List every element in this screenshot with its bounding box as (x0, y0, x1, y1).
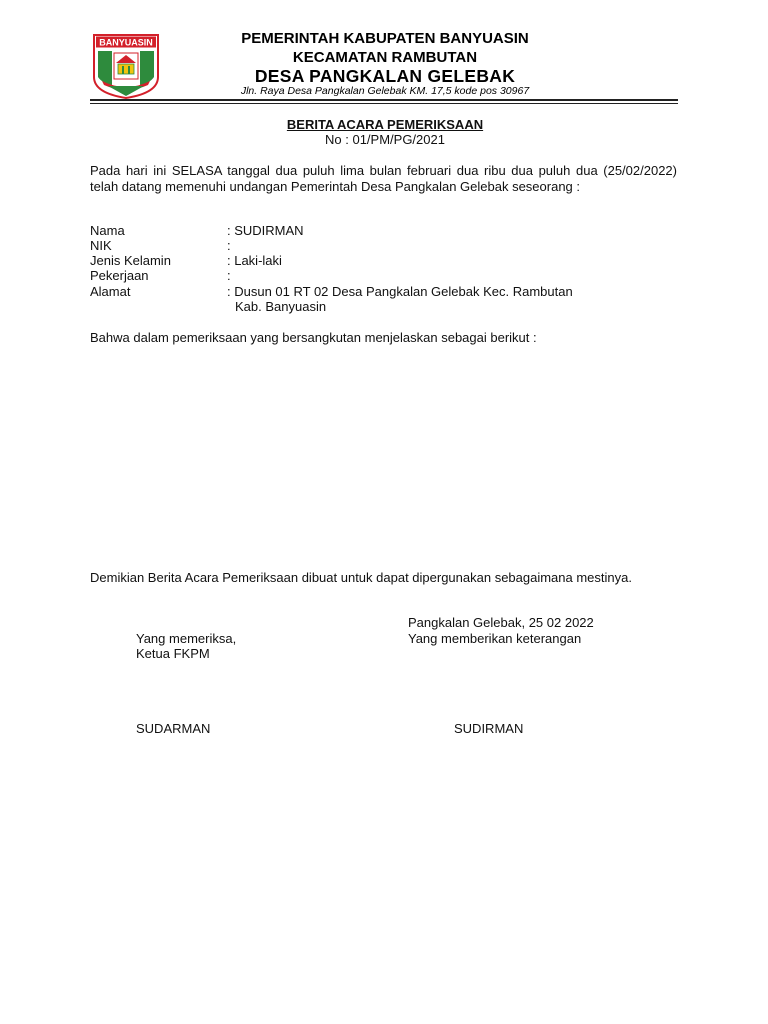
banyuasin-logo (92, 33, 160, 99)
examiner-name: SUDARMAN (136, 721, 211, 736)
field-label-nik: NIK (90, 238, 112, 253)
examiner-role: Yang memeriksa, (136, 631, 237, 646)
document-title: BERITA ACARA PEMERIKSAAN (286, 117, 484, 132)
header-divider (90, 99, 678, 101)
field-value-pekerjaan: : (227, 268, 231, 283)
examiner-title: Ketua FKPM (136, 646, 210, 661)
field-label-nama: Nama (90, 223, 125, 238)
header-divider-thin (90, 103, 678, 104)
field-label-pekerjaan: Pekerjaan (90, 268, 149, 283)
header-village: DESA PANGKALAN GELEBAK (254, 66, 516, 86)
field-label-alamat: Alamat (90, 284, 131, 299)
statement-text: Bahwa dalam pemeriksaan yang bersangkutan menjelaskan sebagai berikut : (90, 330, 537, 345)
header-district: KECAMATAN RAMBUTAN (292, 49, 478, 66)
closing-paragraph: Demikian Berita Acara Pemeriksaan dibuat untuk dapat dipergunakan sebagaimana mestinya. (90, 570, 632, 585)
header-address: Jln. Raya Desa Pangkalan Gelebak KM. 17,5 kode pos 30967 (240, 85, 530, 97)
field-value-alamat: : Dusun 01 RT 02 Desa Pangkalan Gelebak Kec. Rambutan (227, 284, 573, 299)
field-value-nik: : (227, 238, 231, 253)
field-value-alamat-line2: Kab. Banyuasin (235, 299, 327, 314)
intro-paragraph: Pada hari ini SELASA tanggal dua puluh lima bulan februari dua ribu dua puluh dua (25/02/2022) telah datang memenuhi undangan Pemerintah Desa Pangkalan Gelebak seseorang : (90, 163, 677, 194)
informant-name: SUDIRMAN (454, 721, 524, 736)
document-number: No : 01/PM/PG/2021 (325, 132, 445, 147)
place-date: Pangkalan Gelebak, 25 02 2022 (408, 615, 594, 630)
informant-role: Yang memberikan keterangan (408, 631, 582, 646)
logo-text: BANYUASIN (99, 37, 153, 48)
header-government: PEMERINTAH KABUPATEN BANYUASIN (241, 30, 529, 47)
field-value-jenis-kelamin: : Laki-laki (227, 253, 282, 268)
field-label-jenis-kelamin: Jenis Kelamin (90, 253, 171, 268)
field-value-nama: : SUDIRMAN (227, 223, 304, 238)
